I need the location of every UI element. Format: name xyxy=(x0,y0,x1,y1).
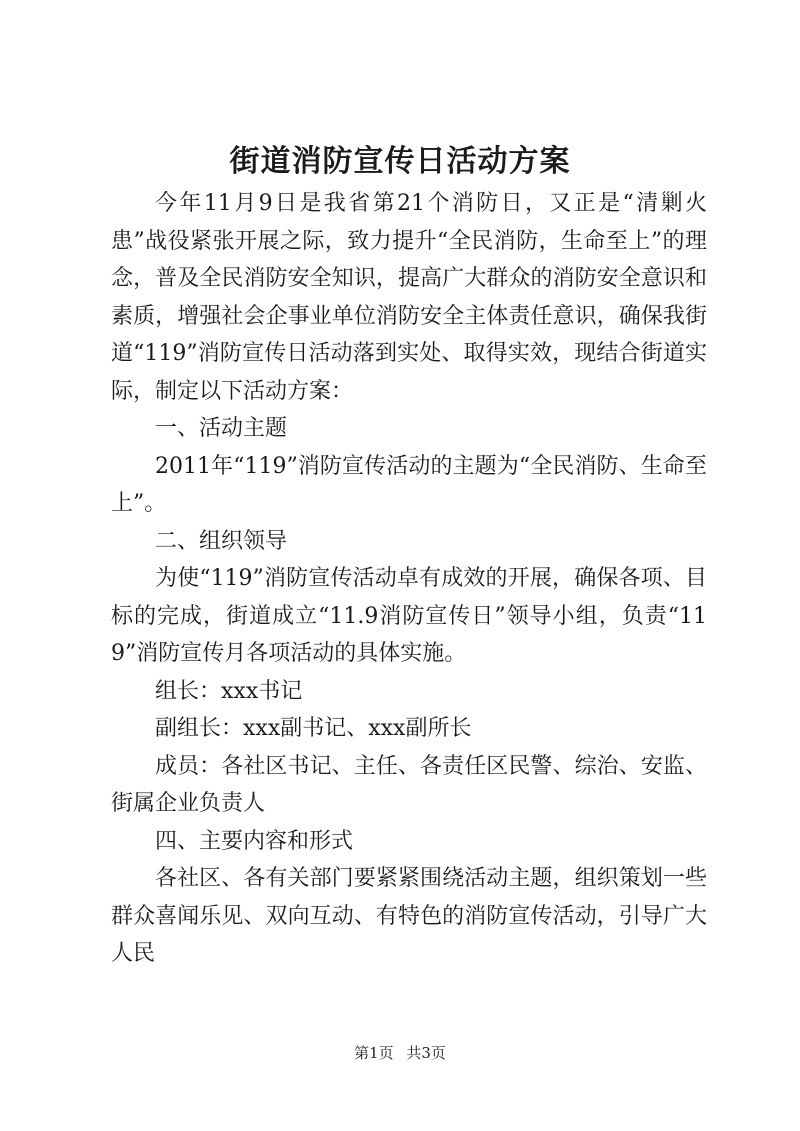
paragraph-leader: 组长：xxx书记 xyxy=(155,678,303,704)
heading-main-content: 四、主要内容和形式 xyxy=(155,828,354,854)
heading-organization: 二、组织领导 xyxy=(155,528,288,554)
document-title: 街道消防宣传日活动方案 xyxy=(229,144,571,179)
paragraph-organization: 为使“119”消防宣传活动卓有成效的开展，确保各项、目标的完成，街道成立“11.9消防宣传日”领导小组，负责“119”消防宣传月各项活动的具体实施。 xyxy=(111,566,707,666)
paragraph-intro: 今年11月9日是我省第21个消防日，又正是“清剿火患”战役紧张开展之际，致力提升“全民消防，生命至上”的理念，普及全民消防安全知识，提高广大群众的消防安全意识和素质，增强社会企事业单位消防安全主体责任意识，确保我街道“119”消防宣传日活动落到实处、取得实效，现结合街道实际，制定以下活动方案： xyxy=(111,191,707,404)
document-body xyxy=(111,185,707,973)
page-total: 共3页 xyxy=(406,1044,446,1062)
paragraph-main-content: 各社区、各有关部门要紧紧围绕活动主题，组织策划一些群众喜闻乐见、双向互动、有特色的消防宣传活动，引导广大人民 xyxy=(111,866,707,966)
paragraph-deputy-leader: 副组长：xxx副书记、xxx副所长 xyxy=(155,716,472,741)
heading-activity-theme: 一、活动主题 xyxy=(155,416,288,441)
paragraph-members: 成员：各社区书记、主任、各责任区民警、综治、安监、街属企业负责人 xyxy=(111,753,707,816)
page-number: 第1页 xyxy=(354,1044,394,1062)
paragraph-theme: 2011年“119”消防宣传活动的主题为“全民消防、生命至上”。 xyxy=(111,453,707,516)
page-footer xyxy=(0,1043,800,1063)
